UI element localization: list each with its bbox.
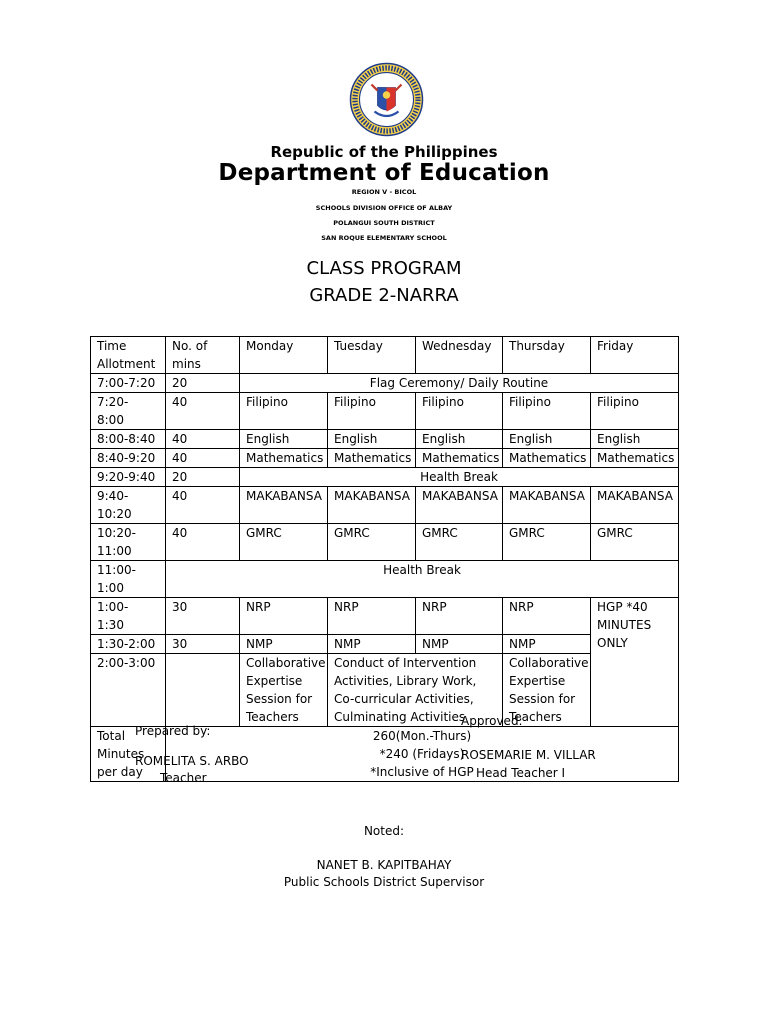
total-label: Total Minutes per day xyxy=(91,727,166,782)
time-cell: 7:00-7:20 xyxy=(91,374,166,393)
noted-label: Noted: xyxy=(363,824,405,838)
region-line: REGION V - BICOL xyxy=(351,188,417,196)
wednesday-cell: English xyxy=(416,430,503,449)
noted-title: Public Schools District Supervisor xyxy=(283,875,485,889)
monday-cell: English xyxy=(240,430,328,449)
tuesday-cell: MAKABANSA xyxy=(328,487,416,524)
time-cell: 9:40-10:20 xyxy=(91,487,166,524)
class-program-table xyxy=(90,336,679,782)
wednesday-cell: NMP xyxy=(416,635,503,654)
friday-cell: MAKABANSA xyxy=(591,487,679,524)
republic-heading: Republic of the Philippines xyxy=(270,143,498,161)
header-monday: Monday xyxy=(240,337,328,374)
department-heading: Department of Education xyxy=(218,160,550,186)
monday-cell: Mathematics xyxy=(240,449,328,468)
time-cell: 11:00-1:00 xyxy=(91,561,166,598)
mins-cell: 40 xyxy=(166,449,240,468)
friday-cell: Mathematics xyxy=(591,449,679,468)
noted-name: NANET B. KAPITBAHAY xyxy=(316,858,452,872)
table-row xyxy=(91,598,679,635)
monday-cell: NRP xyxy=(240,598,328,635)
friday-cell: English xyxy=(591,430,679,449)
friday-hgp-cell: HGP *40 MINUTES ONLY xyxy=(591,598,679,727)
mins-cell: 40 xyxy=(166,430,240,449)
mins-cell xyxy=(166,654,240,727)
span-cell: Health Break xyxy=(166,561,679,598)
school-line: SAN ROQUE ELEMENTARY SCHOOL xyxy=(321,234,447,242)
tuesday-cell: NMP xyxy=(328,635,416,654)
wednesday-cell: NRP xyxy=(416,598,503,635)
prepared-name: ROMELITA S. ARBO xyxy=(135,754,249,768)
tuesday-cell: Filipino xyxy=(328,393,416,430)
thursday-cell: NRP xyxy=(503,598,591,635)
table-row xyxy=(91,635,679,654)
header-time: Time Allotment xyxy=(91,337,166,374)
total-line-2: *240 (Fridays) xyxy=(379,747,465,761)
table-row xyxy=(91,374,679,393)
prepared-label: Prepared by: xyxy=(135,724,211,738)
header-wednesday: Wednesday xyxy=(416,337,503,374)
thursday-cell: Collaborative Expertise Session for Teachers xyxy=(503,654,591,727)
mins-cell: 20 xyxy=(166,468,240,487)
table-row xyxy=(91,561,679,598)
monday-cell: Collaborative Expertise Session for Teachers xyxy=(240,654,328,727)
prepared-title: Teacher xyxy=(160,771,207,785)
monday-cell: MAKABANSA xyxy=(240,487,328,524)
span-cell: Flag Ceremony/ Daily Routine xyxy=(240,374,679,393)
time-cell: 1:00- 1:30 xyxy=(91,598,166,635)
tuesday-cell: Mathematics xyxy=(328,449,416,468)
table-header-row xyxy=(91,337,679,374)
wednesday-cell: GMRC xyxy=(416,524,503,561)
approved-title: Head Teacher I xyxy=(476,766,566,780)
division-line: SCHOOLS DIVISION OFFICE OF ALBAY xyxy=(315,204,453,212)
time-cell: 10:20-11:00 xyxy=(91,524,166,561)
table-row xyxy=(91,654,679,727)
friday-cell: Filipino xyxy=(591,393,679,430)
time-cell: 8:40-9:20 xyxy=(91,449,166,468)
thursday-cell: Filipino xyxy=(503,393,591,430)
time-cell: 8:00-8:40 xyxy=(91,430,166,449)
tuesday-cell: English xyxy=(328,430,416,449)
tuesday-cell: NRP xyxy=(328,598,416,635)
approved-name: ROSEMARIE M. VILLAR xyxy=(461,748,596,762)
table-row xyxy=(91,524,679,561)
time-cell: 9:20-9:40 xyxy=(91,468,166,487)
thursday-cell: MAKABANSA xyxy=(503,487,591,524)
mins-cell: 30 xyxy=(166,598,240,635)
wednesday-cell: MAKABANSA xyxy=(416,487,503,524)
table-row xyxy=(91,449,679,468)
time-cell: 1:30-2:00 xyxy=(91,635,166,654)
tuesday-wednesday-cell: Conduct of Intervention Activities, Library Work, Co-curricular Activities, Culminating Activities xyxy=(328,654,503,727)
header-thursday: Thursday xyxy=(503,337,591,374)
mins-cell: 20 xyxy=(166,374,240,393)
table-row xyxy=(91,393,679,430)
deped-seal-logo xyxy=(349,62,424,137)
friday-cell: GMRC xyxy=(591,524,679,561)
document-title: CLASS PROGRAM xyxy=(306,258,462,279)
monday-cell: Filipino xyxy=(240,393,328,430)
span-cell: Health Break xyxy=(240,468,679,487)
district-line: POLANGUI SOUTH DISTRICT xyxy=(333,219,435,227)
thursday-cell: NMP xyxy=(503,635,591,654)
grade-section-title: GRADE 2-NARRA xyxy=(309,285,459,306)
mins-cell: 40 xyxy=(166,524,240,561)
header-tuesday: Tuesday xyxy=(328,337,416,374)
time-cell: 7:20- 8:00 xyxy=(91,393,166,430)
total-line-3: *Inclusive of HGP xyxy=(370,765,474,779)
time-cell: 2:00-3:00 xyxy=(91,654,166,727)
total-line-1: 260(Mon.-Thurs) xyxy=(372,729,472,743)
tuesday-cell: GMRC xyxy=(328,524,416,561)
approved-label: Approved: xyxy=(461,714,523,728)
thursday-cell: GMRC xyxy=(503,524,591,561)
table-row xyxy=(91,430,679,449)
mins-cell: 40 xyxy=(166,487,240,524)
monday-cell: GMRC xyxy=(240,524,328,561)
wednesday-cell: Mathematics xyxy=(416,449,503,468)
thursday-cell: Mathematics xyxy=(503,449,591,468)
header-mins: No. of mins xyxy=(166,337,240,374)
mins-cell: 30 xyxy=(166,635,240,654)
header-friday: Friday xyxy=(591,337,679,374)
thursday-cell: English xyxy=(503,430,591,449)
table-row xyxy=(91,468,679,487)
wednesday-cell: Filipino xyxy=(416,393,503,430)
table-row xyxy=(91,487,679,524)
monday-cell: NMP xyxy=(240,635,328,654)
mins-cell: 40 xyxy=(166,393,240,430)
